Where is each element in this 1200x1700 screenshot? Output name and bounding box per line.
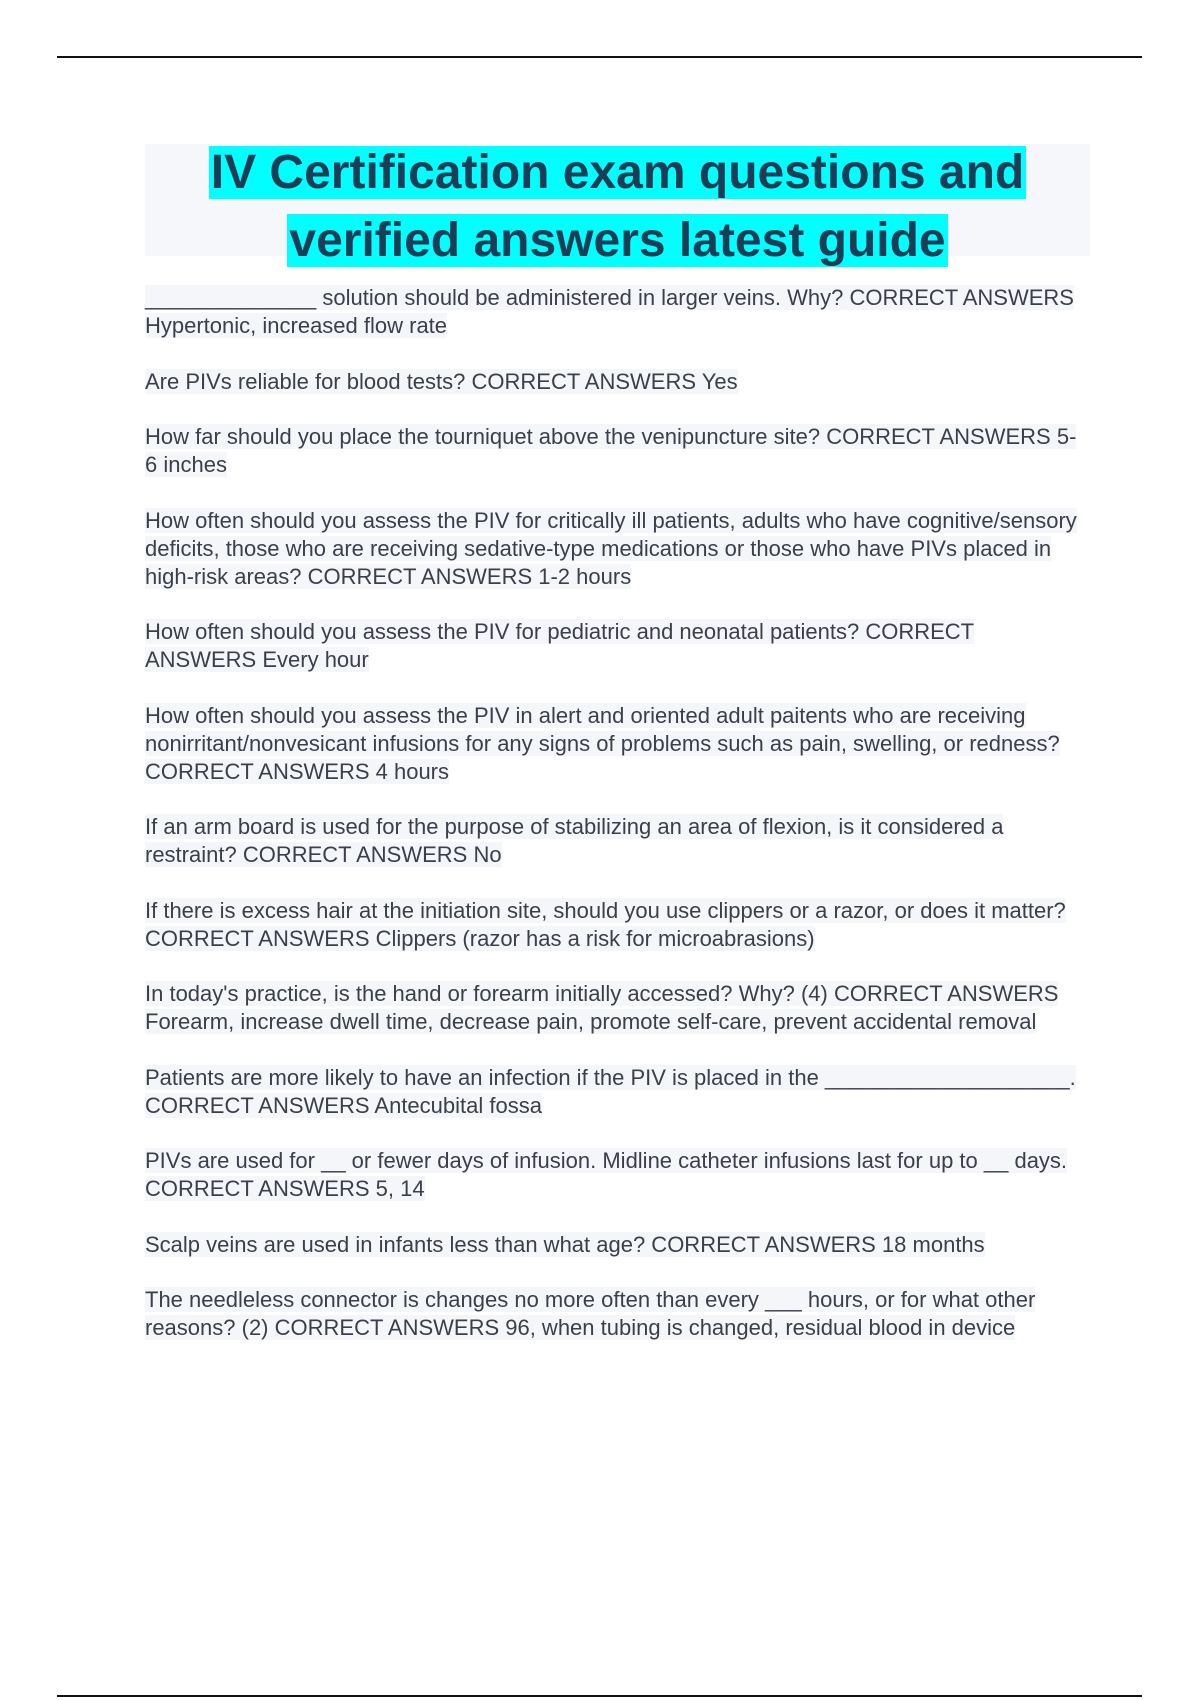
qa-text: How often should you assess the PIV for critically ill patients, adults who have cognitive/sensory deficits, those who are receiving sedative-type medications or those who have PIVs placed in high-risk areas? CORRECT ANSWERS 1-2 hours <box>145 507 1077 589</box>
document-title <box>145 144 1090 267</box>
qa-text: How far should you place the tourniquet above the venipuncture site? CORRECT ANSWERS 5-6 inches <box>145 424 1077 477</box>
qa-text: PIVs are used for __ or fewer days of infusion. Midline catheter infusions last for up to __ days. CORRECT ANSWERS 5, 14 <box>145 1148 1068 1201</box>
title-line-1: IV Certification exam questions and <box>210 146 1025 199</box>
qa-list <box>145 284 1085 1370</box>
qa-text: Are PIVs reliable for blood tests? CORRECT ANSWERS Yes <box>145 368 738 394</box>
qa-item <box>145 980 1085 1036</box>
qa-item <box>145 1286 1085 1342</box>
bottom-rule <box>57 1695 1142 1697</box>
qa-text: How often should you assess the PIV for pediatric and neonatal patients? CORRECT ANSWERS Every hour <box>145 619 975 672</box>
qa-text: How often should you assess the PIV in alert and oriented adult paitents who are receiving nonirritant/nonvesicant infusions for any signs of problems such as pain, swelling, or redness? CORRECT ANSWERS 4 hours <box>145 702 1060 784</box>
qa-text: If there is excess hair at the initiation site, should you use clippers or a razor, or does it matter? CORRECT ANSWERS Clippers (razor has a risk for microabrasions) <box>145 897 1066 951</box>
qa-item <box>145 1231 1085 1259</box>
qa-item <box>145 284 1085 340</box>
qa-item <box>145 813 1085 869</box>
qa-item <box>145 618 1085 674</box>
qa-text: If an arm board is used for the purpose of stabilizing an area of flexion, is it considered a restraint? CORRECT ANSWERS No <box>145 814 1004 867</box>
qa-text: Patients are more likely to have an infection if the PIV is placed in the ____________________. CORRECT ANSWERS Antecubital fossa <box>145 1064 1076 1118</box>
qa-text: In today's practice, is the hand or forearm initially accessed? Why? (4) CORRECT ANSWERS Forearm, increase dwell time, decrease pain, promote self-care, prevent accidental removal <box>145 981 1059 1034</box>
qa-item <box>145 1064 1085 1120</box>
qa-item <box>145 897 1085 953</box>
top-rule <box>57 56 1142 58</box>
qa-item <box>145 1147 1085 1203</box>
qa-item <box>145 368 1085 396</box>
qa-text: ______________ solution should be administered in larger veins. Why? CORRECT ANSWERS Hypertonic, increased flow rate <box>145 285 1074 338</box>
qa-item <box>145 507 1085 591</box>
qa-item <box>145 423 1085 479</box>
qa-text: Scalp veins are used in infants less than what age? CORRECT ANSWERS 18 months <box>145 1231 985 1257</box>
title-line-2: verified answers latest guide <box>289 214 946 267</box>
qa-text: The needleless connector is changes no more often than every ___ hours, or for what other reasons? (2) CORRECT ANSWERS 96, when tubing is changed, residual blood in device <box>145 1287 1036 1340</box>
qa-item <box>145 702 1085 786</box>
